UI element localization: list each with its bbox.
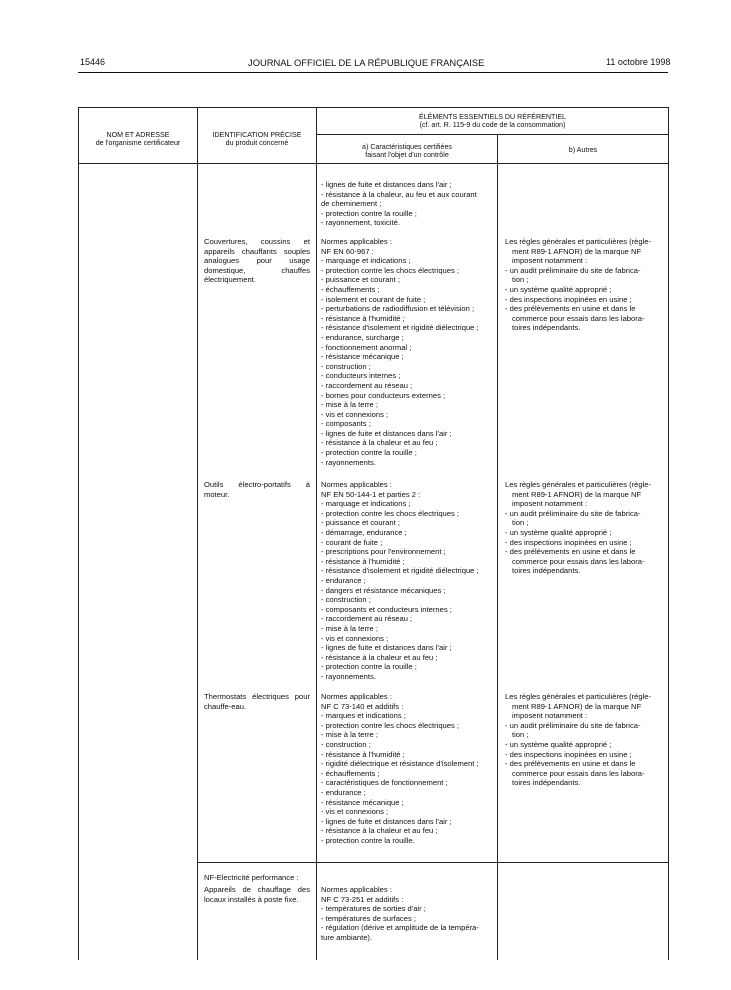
requirement-line: - un audit préliminaire du site de fabrica-: [505, 265, 641, 275]
criteria-item: - raccordement au réseau ;: [321, 614, 413, 624]
criteria-item: - rayonnement, toxicité.: [321, 218, 400, 228]
criteria-item: NF EN 50-144-1 et parties 2 :: [321, 489, 421, 499]
criteria-list: [321, 480, 495, 681]
criteria-item: - raccordement au réseau ;: [321, 380, 413, 390]
table-left-border: [78, 107, 79, 960]
criteria-item: - résistance à l'humidité ;: [321, 556, 405, 566]
criteria-item: - lignes de fuite et distances dans l'air ;: [321, 643, 452, 653]
product-name: Outils électro-portatifs à moteur.: [204, 480, 310, 499]
criteria-item: - construction ;: [321, 739, 371, 749]
criteria-item: - températures de surfaces ;: [321, 913, 416, 923]
criteria-item: - perturbations de radiodiffusion et télévision ;: [321, 304, 475, 314]
col-divider-2: [316, 107, 317, 960]
requirement-line: commerce pour essais dans les labora-: [512, 768, 645, 778]
criteria-item: - lignes de fuite et distances dans l'air ;: [321, 428, 452, 438]
criteria-item: - rayonnements.: [321, 457, 376, 467]
criteria-item: - protection contre la rouille ;: [321, 662, 417, 672]
requirement-line: - des inspections inopinées en usine ;: [505, 537, 632, 547]
requirement-line: - des inspections inopinées en usine ;: [505, 294, 632, 304]
other-requirements: [505, 237, 665, 333]
criteria-item: - isolement et courant de fuite ;: [321, 294, 426, 304]
requirement-line: - des prélèvements en usine et dans le: [505, 304, 636, 314]
header-rule: [78, 72, 668, 73]
criteria-item: - caractéristiques de fonctionnement ;: [321, 778, 448, 788]
requirement-line: commerce pour essais dans les labora-: [512, 313, 645, 323]
criteria-item: - échauffements ;: [321, 768, 380, 778]
criteria-item: de cheminement ;: [321, 199, 382, 209]
requirement-line: toires indépendants.: [512, 323, 581, 333]
criteria-item: - résistance d'isolement et rigidité diélectrique ;: [321, 323, 479, 333]
requirement-line: tion ;: [512, 275, 529, 285]
criteria-item: - conducteurs internes ;: [321, 371, 401, 381]
journal-title: JOURNAL OFFICIEL DE LA RÉPUBLIQUE FRANÇAISE: [248, 57, 485, 68]
criteria-item: - lignes de fuite et distances dans l'air ;: [321, 180, 452, 189]
criteria-item: - endurance, surcharge ;: [321, 332, 404, 342]
criteria-item: - régulation (dérive et amplitude de la tempéra-: [321, 923, 479, 933]
header-caracteristiques: a) Caractéristiques certifiées faisant l'objet d'un contrôle: [362, 143, 452, 160]
criteria-list: [321, 237, 495, 467]
requirement-line: commerce pour essais dans les labora-: [512, 556, 645, 566]
criteria-list: [321, 885, 495, 943]
page-number: 15446: [80, 57, 106, 67]
requirement-line: - un système qualité approprié ;: [505, 739, 612, 749]
table-top-border: [78, 107, 668, 108]
criteria-item: - composants et conducteurs internes ;: [321, 604, 452, 614]
criteria-item: - construction ;: [321, 595, 371, 605]
requirement-line: - un audit préliminaire du site de fabrica-: [505, 720, 641, 730]
criteria-item: - échauffements ;: [321, 284, 380, 294]
requirement-line: - des inspections inopinées en usine ;: [505, 749, 632, 759]
requirement-line: imposent notamment :: [512, 499, 588, 509]
requirement-line: imposent notamment :: [512, 711, 588, 721]
requirement-line: toires indépendants.: [512, 566, 581, 576]
header-bottom-border: [78, 163, 668, 164]
product-name: Appareils de chauffage des locaux installés à poste fixe.: [204, 885, 310, 904]
criteria-item: - résistance mécanique ;: [321, 352, 404, 362]
criteria-item: - marquage et indications ;: [321, 256, 411, 266]
header-autres: b) Autres: [568, 146, 598, 154]
criteria-item: - résistance à l'humidité ;: [321, 749, 405, 759]
other-requirements: [505, 480, 665, 576]
criteria-item: - vis et connexions ;: [321, 409, 389, 419]
criteria-item: - endurance ;: [321, 575, 366, 585]
requirement-line: tion ;: [512, 730, 529, 740]
criteria-item: - puissance et courant ;: [321, 518, 400, 528]
requirement-line: - un système qualité approprié ;: [505, 527, 612, 537]
criteria-item: - marques et indications ;: [321, 711, 406, 721]
criteria-item: - marquage et indications ;: [321, 499, 411, 509]
criteria-item: - bornes pour conducteurs externes ;: [321, 390, 446, 400]
criteria-item: - protection contre les chocs électriques ;: [321, 720, 460, 730]
group-header-rule: [316, 134, 668, 135]
criteria-item: Normes applicables :: [321, 885, 392, 894]
requirement-line: - un système qualité approprié ;: [505, 284, 612, 294]
criteria-item: - protection contre les chocs électriques ;: [321, 265, 460, 275]
product-name: Thermostats électriques pour chauffe-eau.: [204, 692, 310, 711]
criteria-item: - dangers et résistance mécaniques ;: [321, 585, 446, 595]
criteria-item: - protection contre la rouille.: [321, 835, 415, 845]
issue-date: 11 octobre 1998: [606, 57, 671, 67]
criteria-item: NF EN 60-967 :: [321, 246, 374, 256]
criteria-item: - prescriptions pour l'environnement ;: [321, 547, 446, 557]
requirement-line: Les règles générales et particulières (règle-: [505, 237, 652, 246]
criteria-item: - lignes de fuite et distances dans l'air ;: [321, 816, 452, 826]
criteria-item: - démarrage, endurance ;: [321, 527, 407, 537]
criteria-item: - températures de sorties d'air ;: [321, 904, 426, 914]
criteria-item: - protection contre les chocs électriques ;: [321, 508, 460, 518]
continued-criteria-list: [321, 180, 495, 228]
criteria-item: - mise à la terre ;: [321, 400, 378, 410]
criteria-item: - endurance ;: [321, 787, 366, 797]
requirement-line: toires indépendants.: [512, 778, 581, 788]
requirement-line: - des prélèvements en usine et dans le: [505, 547, 636, 557]
col-divider-1: [197, 107, 198, 960]
header-identification: IDENTIFICATION PRÉCISE du produit concerné: [212, 131, 302, 148]
requirement-line: ment R89-1 AFNOR) de la marque NF: [512, 489, 642, 499]
criteria-item: Normes applicables :: [321, 692, 392, 701]
criteria-item: - vis et connexions ;: [321, 807, 389, 817]
criteria-item: NF C 73-251 et additifs :: [321, 894, 404, 904]
requirement-line: - des prélèvements en usine et dans le: [505, 759, 636, 769]
table-right-border: [668, 107, 669, 960]
col-divider-3: [497, 134, 498, 960]
requirement-line: ment R89-1 AFNOR) de la marque NF: [512, 701, 642, 711]
criteria-list: [321, 692, 495, 846]
criteria-item: Normes applicables :: [321, 480, 392, 489]
criteria-item: - fonctionnement anormal ;: [321, 342, 412, 352]
criteria-item: - résistance d'isolement et rigidité diélectrique ;: [321, 566, 479, 576]
criteria-item: - construction ;: [321, 361, 371, 371]
criteria-item: - mise à la terre ;: [321, 730, 378, 740]
criteria-item: - résistance à la chaleur et au feu ;: [321, 438, 438, 448]
criteria-item: - composants ;: [321, 419, 371, 429]
criteria-item: ture ambiante).: [321, 932, 373, 942]
criteria-item: - résistance mécanique ;: [321, 797, 404, 807]
header-organisme: NOM ET ADRESSE de l'organisme certificateur: [95, 131, 181, 148]
criteria-item: - courant de fuite ;: [321, 537, 383, 547]
requirement-line: tion ;: [512, 518, 529, 528]
criteria-item: - vis et connexions ;: [321, 633, 389, 643]
criteria-item: - puissance et courant ;: [321, 275, 400, 285]
header-elements: ÉLÉMENTS ESSENTIELS DU RÉFÉRENTIEL (cf. art. R. 115-9 du code de la consommation): [418, 113, 567, 130]
criteria-item: - protection contre la rouille ;: [321, 208, 417, 218]
last-section-rule: [197, 862, 668, 863]
criteria-item: - mise à la terre ;: [321, 623, 378, 633]
requirement-line: imposent notamment :: [512, 256, 588, 266]
requirement-line: - un audit préliminaire du site de fabrica-: [505, 508, 641, 518]
criteria-item: - résistance à la chaleur et au feu ;: [321, 652, 438, 662]
requirement-line: ment R89-1 AFNOR) de la marque NF: [512, 246, 642, 256]
requirement-line: Les règles générales et particulières (règle-: [505, 692, 652, 701]
criteria-item: - rigidité diélectrique et résistance d'isolement ;: [321, 759, 479, 769]
group-title: NF-Electricité performance :: [204, 873, 299, 882]
criteria-item: - rayonnements.: [321, 671, 376, 681]
criteria-item: Normes applicables :: [321, 237, 392, 246]
criteria-item: NF C 73-140 et additifs :: [321, 701, 404, 711]
criteria-item: - protection contre la rouille ;: [321, 448, 417, 458]
criteria-item: - résistance à la chaleur, au feu et aux courant: [321, 189, 477, 199]
criteria-item: - résistance à l'humidité ;: [321, 313, 405, 323]
product-name: Couvertures, coussins et appareils chauffants souples analogues pour usage domestique, chauffes électriquement.: [204, 237, 310, 285]
criteria-item: - résistance à la chaleur et au feu ;: [321, 826, 438, 836]
requirement-line: Les règles générales et particulières (règle-: [505, 480, 652, 489]
other-requirements: [505, 692, 665, 788]
